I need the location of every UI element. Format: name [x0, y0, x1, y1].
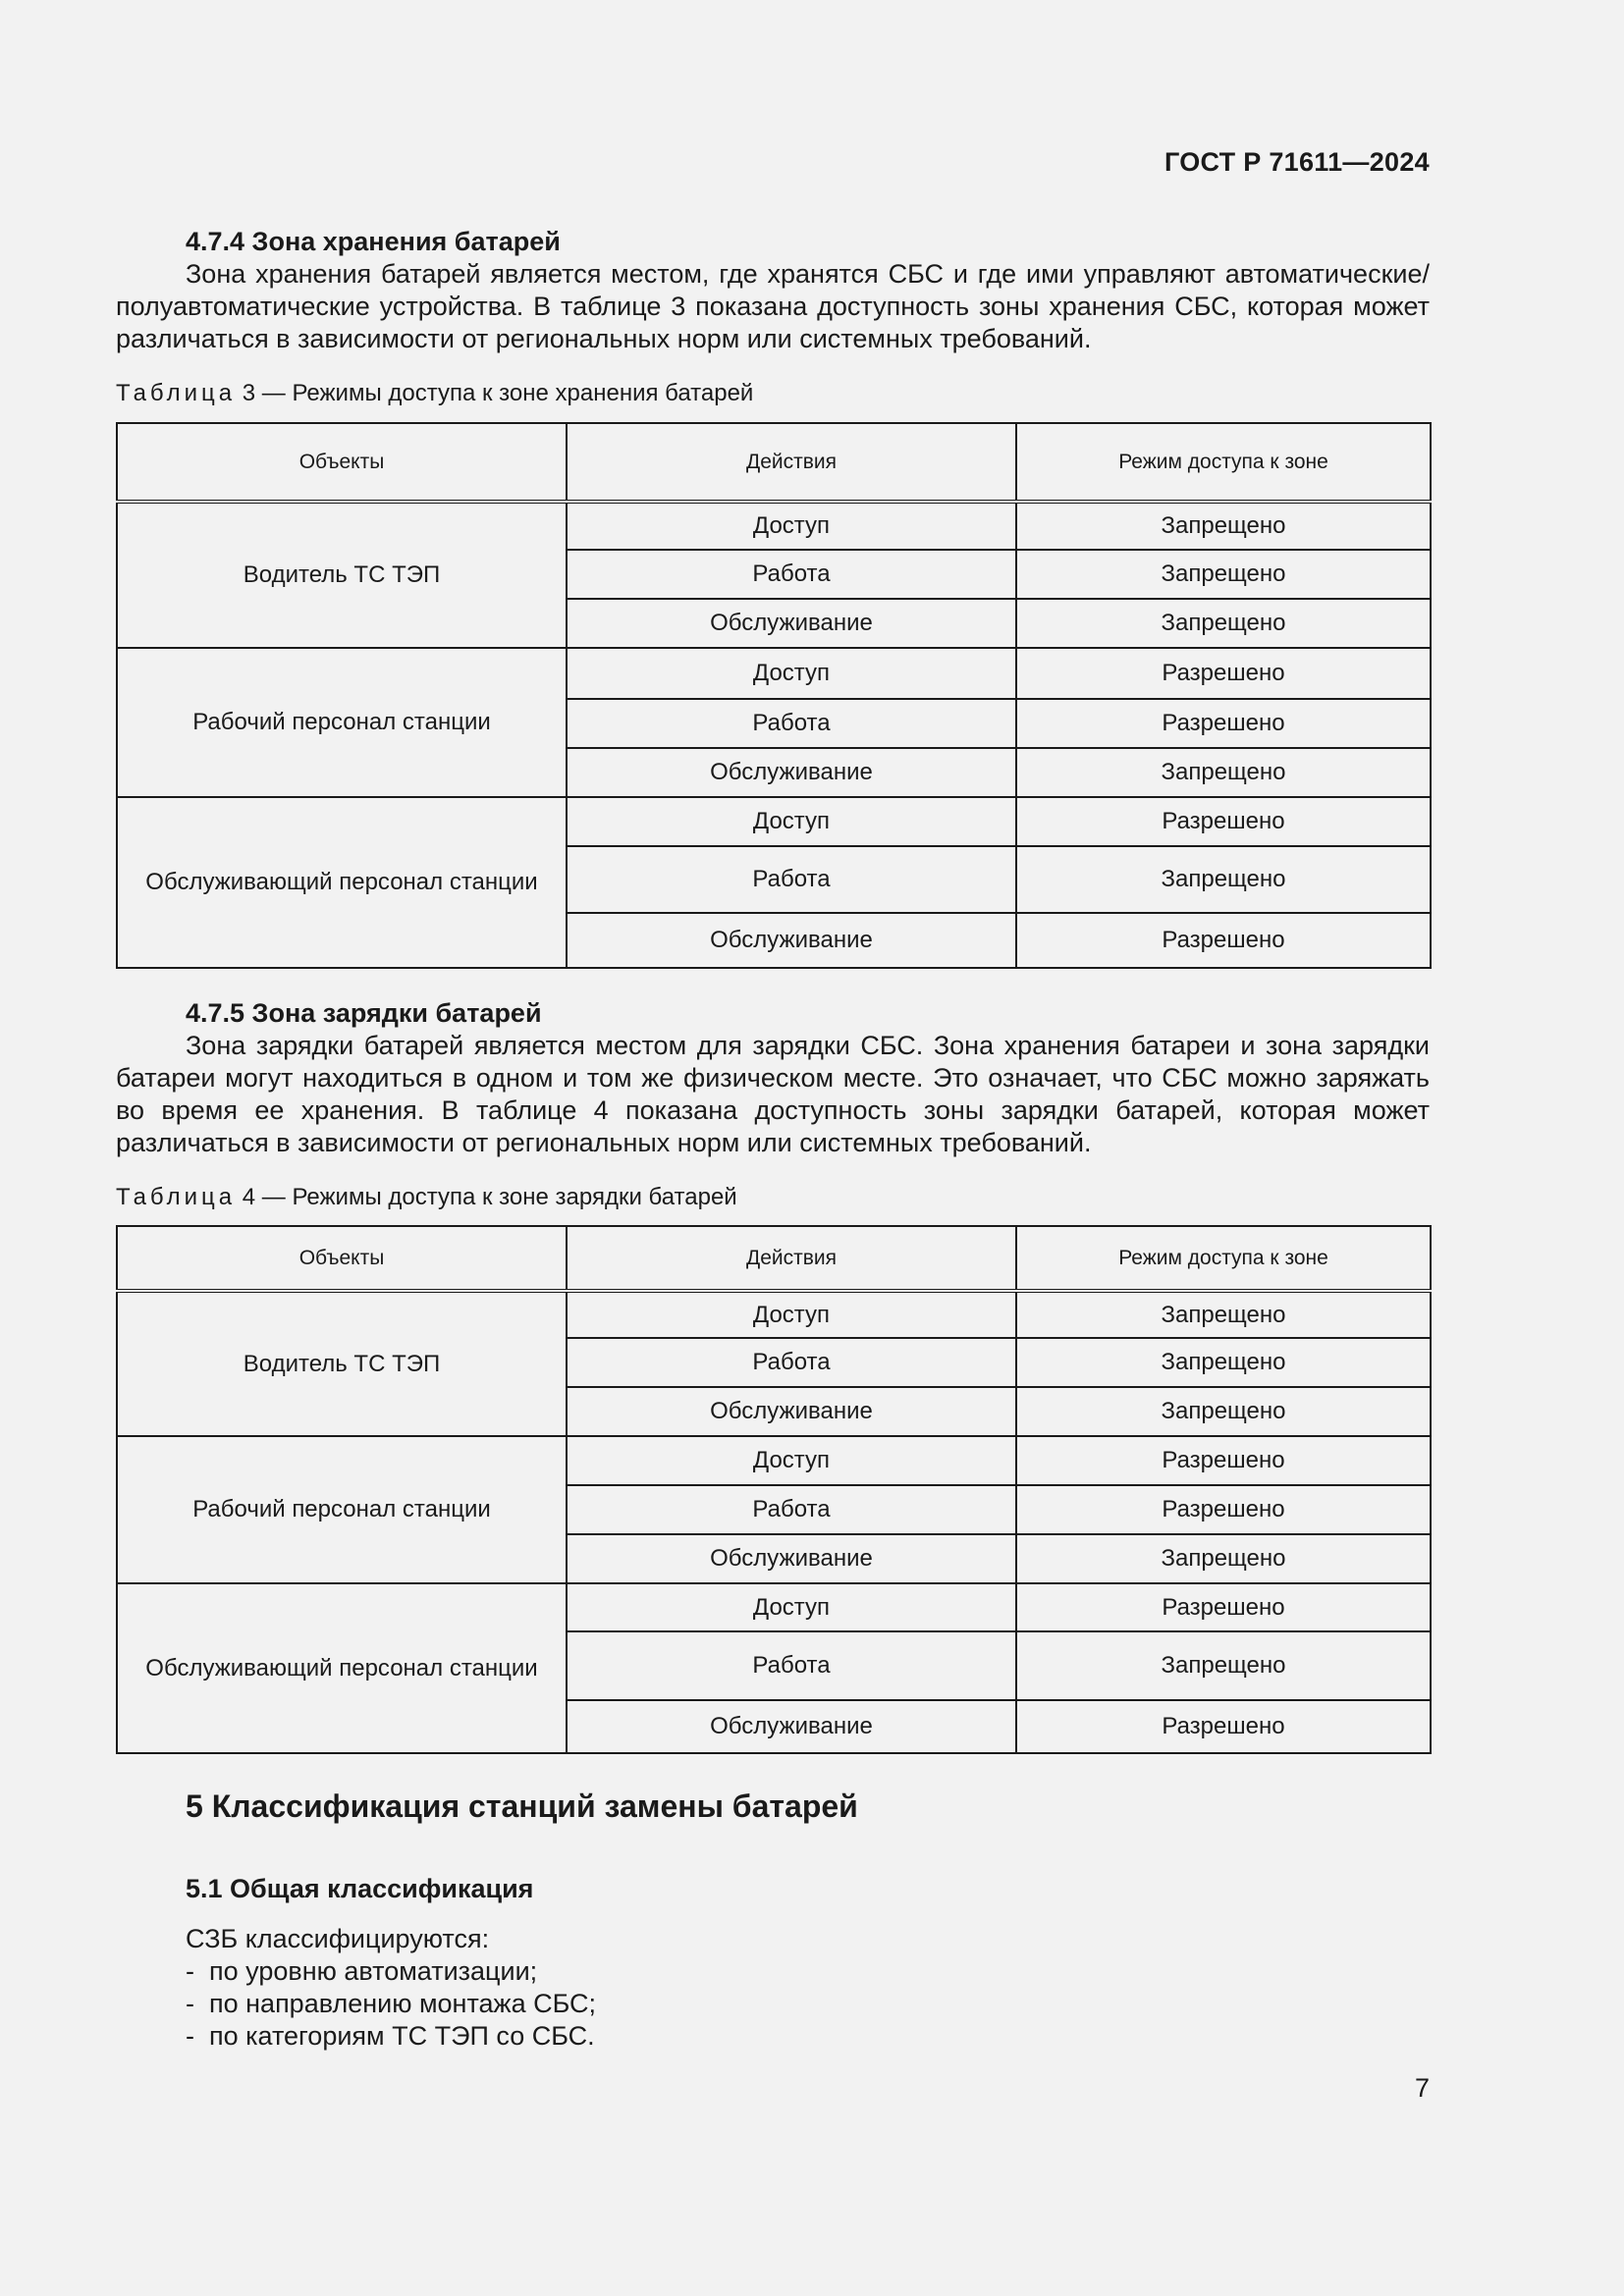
mode-cell: Разрешено — [1016, 699, 1431, 748]
section-4-7-5 — [116, 997, 1430, 1159]
section-heading: 4.7.4 Зона хранения батарей — [186, 227, 561, 256]
object-cell: Рабочий персонал станции — [117, 1436, 567, 1583]
section-5-title: 5 Классификация станций замены батарей — [186, 1789, 858, 1824]
object-cell: Обслуживающий персонал станции — [117, 797, 567, 968]
caption-text: 3 — Режимы доступа к зоне хранения батарей — [236, 380, 754, 406]
mode-cell: Запрещено — [1016, 1291, 1431, 1338]
column-header: Действия — [567, 423, 1016, 502]
action-cell: Обслуживание — [567, 748, 1016, 797]
object-cell: Обслуживающий персонал станции — [117, 1583, 567, 1753]
list-dash: - — [186, 2021, 194, 2051]
table-row — [117, 1291, 1431, 1338]
section-heading: 4.7.5 Зона зарядки батарей — [186, 998, 542, 1028]
caption-prefix: Таблица — [116, 380, 237, 406]
table-row — [117, 648, 1431, 699]
mode-cell: Разрешено — [1016, 1700, 1431, 1753]
table-3-wrapper — [116, 422, 1430, 969]
action-cell: Доступ — [567, 1583, 1016, 1631]
object-cell: Водитель ТС ТЭП — [117, 502, 567, 648]
mode-cell: Разрешено — [1016, 648, 1431, 699]
list-item-text: по направлению монтажа СБС; — [209, 1989, 597, 2018]
action-cell: Обслуживание — [567, 599, 1016, 648]
access-table-4 — [116, 1225, 1432, 1754]
table-row — [117, 1436, 1431, 1485]
action-cell: Доступ — [567, 1291, 1016, 1338]
table-row — [117, 1583, 1431, 1631]
action-cell: Работа — [567, 699, 1016, 748]
page-number: 7 — [1414, 2073, 1430, 2103]
column-header: Режим доступа к зоне — [1016, 423, 1431, 502]
document-code: ГОСТ Р 71611—2024 — [1164, 147, 1430, 177]
list-item — [186, 1988, 1499, 2020]
list-item-text: по уровню автоматизации; — [209, 1956, 538, 1986]
list-item — [186, 1955, 1499, 1988]
column-header: Объекты — [117, 423, 567, 502]
section-5-1-heading: 5.1 Общая классификация — [186, 1874, 534, 1903]
action-cell: Доступ — [567, 797, 1016, 846]
list-item — [186, 2020, 1499, 2053]
mode-cell: Разрешено — [1016, 913, 1431, 968]
action-cell: Обслуживание — [567, 1387, 1016, 1436]
action-cell: Обслуживание — [567, 1534, 1016, 1583]
list-item-text: по категориям ТС ТЭП со СБС. — [209, 2021, 595, 2051]
section-paragraph: Зона хранения батарей является местом, где хранятся СБС и где ими управляют автоматические/полуавтоматические устройства. В таблице 3 показана доступность зоны хранения СБС, которая может различаться в зависимости от региональных норм или системных требований. — [116, 259, 1430, 353]
mode-cell: Разрешено — [1016, 1583, 1431, 1631]
mode-cell: Разрешено — [1016, 1485, 1431, 1534]
action-cell: Работа — [567, 550, 1016, 599]
action-cell: Доступ — [567, 648, 1016, 699]
section-4-7-4 — [116, 226, 1430, 355]
table-row — [117, 502, 1431, 550]
caption-text: 4 — Режимы доступа к зоне зарядки батарей — [236, 1184, 737, 1210]
mode-cell: Запрещено — [1016, 550, 1431, 599]
caption-prefix: Таблица — [116, 1184, 237, 1210]
classification-list — [116, 1923, 1499, 2053]
object-cell: Водитель ТС ТЭП — [117, 1291, 567, 1436]
mode-cell: Запрещено — [1016, 1534, 1431, 1583]
access-table-3 — [116, 422, 1432, 969]
action-cell: Работа — [567, 1485, 1016, 1534]
action-cell: Работа — [567, 1338, 1016, 1387]
column-header: Действия — [567, 1226, 1016, 1291]
table-4-caption — [116, 1183, 1430, 1212]
action-cell: Доступ — [567, 502, 1016, 550]
mode-cell: Запрещено — [1016, 1338, 1431, 1387]
column-header: Объекты — [117, 1226, 567, 1291]
mode-cell: Разрешено — [1016, 797, 1431, 846]
action-cell: Работа — [567, 846, 1016, 913]
action-cell: Работа — [567, 1631, 1016, 1700]
action-cell: Доступ — [567, 1436, 1016, 1485]
mode-cell: Запрещено — [1016, 1387, 1431, 1436]
section-paragraph: Зона зарядки батарей является местом для зарядки СБС. Зона хранения батареи и зона зарядки батареи могут находиться в одном и том же физическом месте. Это означает, что СБС можно заряжать во время ее хранения. В таблице 4 показана доступность зоны зарядки батарей, которая может различаться в зависимости от региональных норм или системных требований. — [116, 1031, 1430, 1157]
mode-cell: Запрещено — [1016, 502, 1431, 550]
table-4-wrapper — [116, 1225, 1430, 1754]
column-header: Режим доступа к зоне — [1016, 1226, 1431, 1291]
table-row — [117, 797, 1431, 846]
mode-cell: Запрещено — [1016, 846, 1431, 913]
list-dash: - — [186, 1956, 194, 1986]
action-cell: Обслуживание — [567, 1700, 1016, 1753]
object-cell: Рабочий персонал станции — [117, 648, 567, 797]
mode-cell: Запрещено — [1016, 1631, 1431, 1700]
mode-cell: Разрешено — [1016, 1436, 1431, 1485]
list-dash: - — [186, 1989, 194, 2018]
mode-cell: Запрещено — [1016, 599, 1431, 648]
action-cell: Обслуживание — [567, 913, 1016, 968]
table-3-caption — [116, 379, 1430, 408]
mode-cell: Запрещено — [1016, 748, 1431, 797]
list-intro: СЗБ классифицируются: — [186, 1924, 490, 1953]
